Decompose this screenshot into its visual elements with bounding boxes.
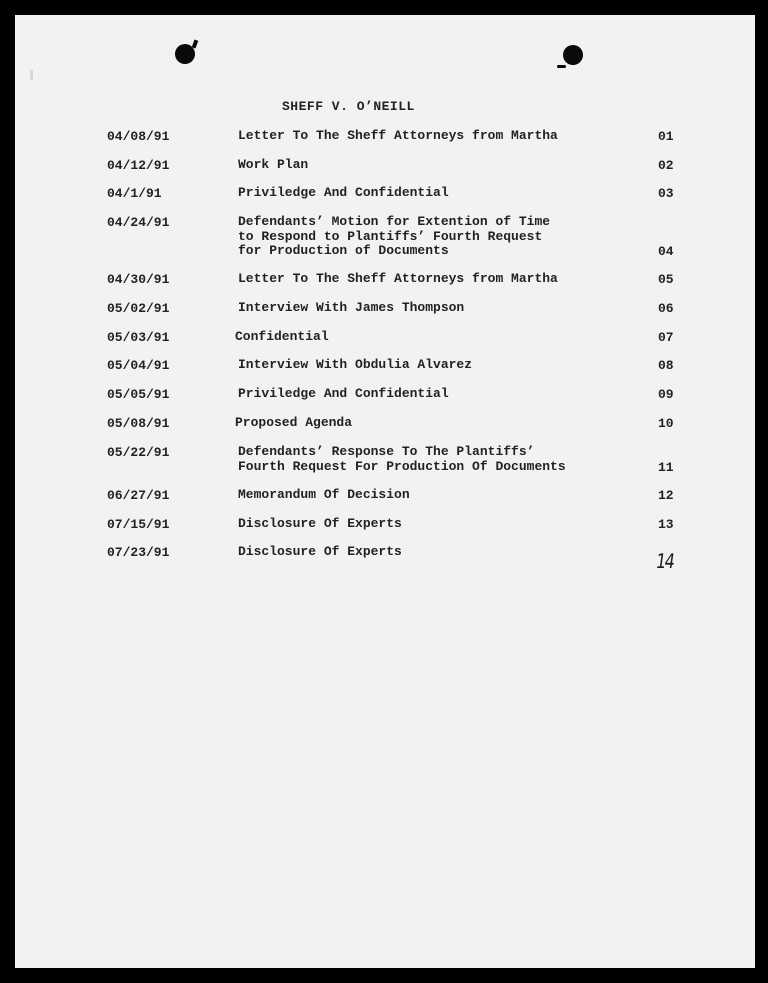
- entry-description: Interview With James Thompson: [238, 300, 465, 315]
- entry-date: 05/05/91: [107, 387, 170, 402]
- entry-number: 13: [658, 517, 674, 532]
- entry-date: 05/22/91: [107, 445, 170, 460]
- entry-description: Memorandum Of Decision: [238, 487, 410, 502]
- entry-number: 12: [658, 488, 674, 503]
- entry-number: 10: [658, 416, 674, 431]
- entry-date: 05/02/91: [107, 301, 170, 316]
- entry-date: 04/12/91: [107, 158, 170, 173]
- entry-date: 07/15/91: [107, 517, 170, 532]
- entry-number: 06: [658, 301, 674, 316]
- entry-description: Defendants’ Response To The Plantiffs’ Fourth Request For Production Of Documents: [238, 444, 566, 474]
- entry-description: Work Plan: [238, 157, 309, 172]
- entry-number: 03: [658, 186, 674, 201]
- entry-number: 09: [658, 387, 674, 402]
- entry-date: 04/1/91: [107, 186, 162, 201]
- entry-description: Priviledge And Confidential: [238, 386, 449, 401]
- entry-description: Interview With Obdulia Alvarez: [238, 357, 473, 372]
- entry-description: Defendants’ Motion for Extention of Time to Respond to Plantiffs’ Fourth Request for Production of Documents: [238, 214, 551, 258]
- entry-date: 05/08/91: [107, 416, 170, 431]
- entry-number: 05: [658, 272, 674, 287]
- entry-date: 07/23/91: [107, 545, 170, 560]
- entry-description: Letter To The Sheff Attorneys from Martha: [238, 128, 558, 143]
- punch-hole-left: [175, 44, 195, 64]
- entry-description: Letter To The Sheff Attorneys from Martha: [238, 271, 558, 286]
- entry-number: 01: [658, 129, 674, 144]
- entry-description: Priviledge And Confidential: [238, 185, 449, 200]
- entry-description: Disclosure Of Experts: [238, 544, 402, 559]
- entry-number: 11: [658, 460, 674, 475]
- entry-number: 08: [658, 358, 674, 373]
- entry-date: 04/24/91: [107, 215, 170, 230]
- entry-number: 04: [658, 244, 674, 259]
- entry-description: Disclosure Of Experts: [238, 516, 402, 531]
- entry-date: 04/08/91: [107, 129, 170, 144]
- entry-description: Confidential: [235, 329, 329, 344]
- entry-number: 02: [658, 158, 674, 173]
- document-page: [15, 15, 755, 968]
- entry-description: Proposed Agenda: [235, 415, 353, 430]
- entry-date: 04/30/91: [107, 272, 170, 287]
- entry-date: 05/03/91: [107, 330, 170, 345]
- document-title: SHEFF V. O’NEILL: [282, 99, 415, 114]
- handwritten-entry-number: 14: [654, 549, 675, 573]
- entry-date: 05/04/91: [107, 358, 170, 373]
- entry-number: 07: [658, 330, 674, 345]
- punch-hole-right: [563, 45, 583, 65]
- entry-date: 06/27/91: [107, 488, 170, 503]
- index-entry-14: [15, 545, 755, 605]
- paper-smudge: [30, 70, 33, 80]
